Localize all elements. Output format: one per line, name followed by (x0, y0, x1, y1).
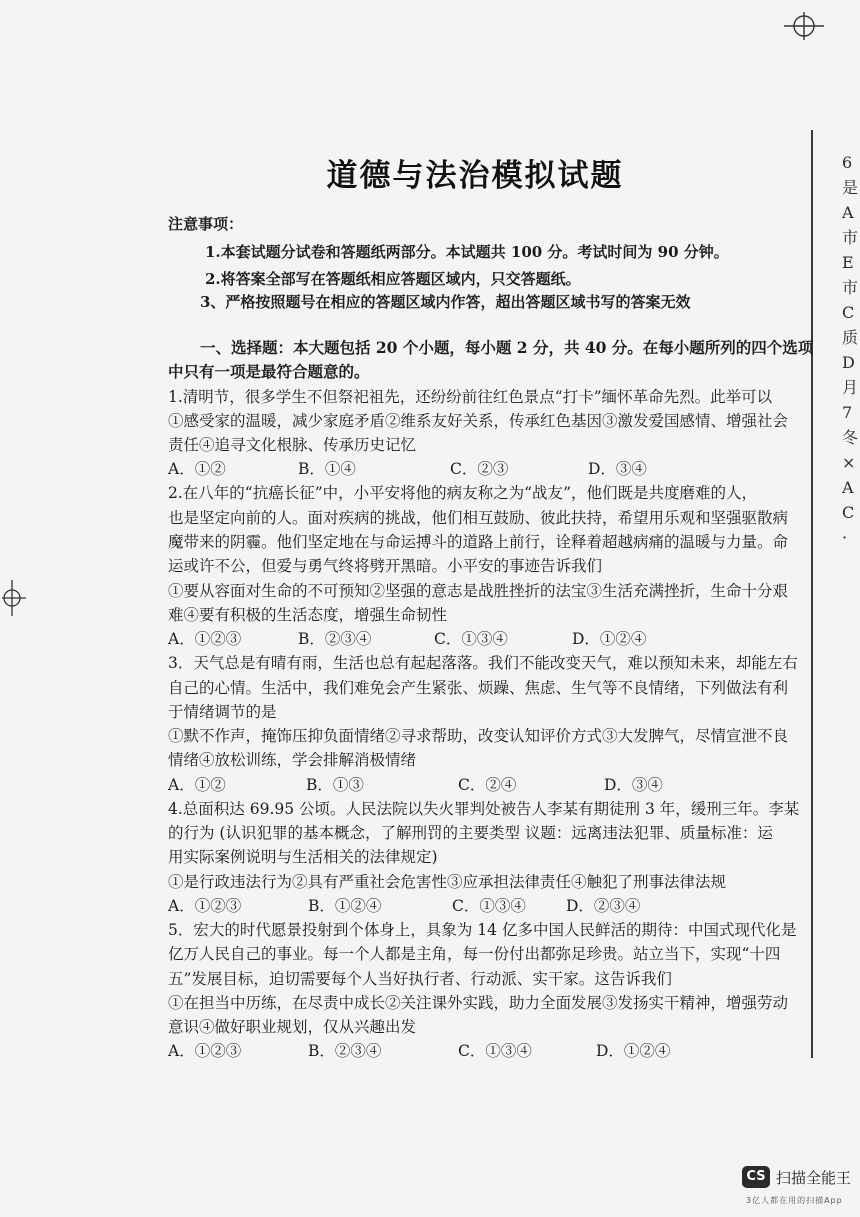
question-line: ①要从容面对生命的不可预知②坚强的意志是战胜挫折的法宝③生活充满挫折，生命十分艰 (168, 581, 789, 600)
bleed-char: 是 (842, 178, 859, 197)
option-b: B．①③ (306, 775, 364, 794)
scanner-tagline: 3亿人都在用的扫描App (746, 1196, 843, 1205)
bleed-char: 冬 (842, 428, 859, 447)
question-line: 责任④追寻文化根脉、传承历史记忆 (168, 436, 417, 455)
option-a: A．①②③ (168, 896, 242, 915)
question-line: 也是坚定向前的人。面对疾病的挑战，他们相互鼓励、彼此扶持，希望用乐观和坚强驱散病 (168, 508, 789, 527)
answer-options (168, 894, 788, 918)
option-c: C．①③④ (434, 630, 508, 649)
option-a: A．①② (168, 775, 226, 794)
margin-rule (811, 130, 813, 1058)
option-d: D．②③④ (566, 896, 641, 915)
question-line: 于情绪调节的是 (168, 702, 277, 721)
option-d: D．①②④ (596, 1042, 671, 1061)
bleed-char: A (842, 203, 854, 222)
option-c: C．②③ (450, 460, 509, 479)
registration-mark-icon (2, 578, 26, 618)
bleed-char: 质 (842, 328, 859, 347)
section-heading: 中只有一项是最符合题意的。 (168, 362, 370, 382)
answer-options (168, 773, 788, 797)
option-a: A．①②③ (168, 630, 242, 649)
option-b: B．①②④ (308, 896, 382, 915)
option-c: C．②④ (458, 775, 517, 794)
exam-body (168, 336, 814, 1063)
bleed-char: A (842, 478, 854, 497)
bleed-char: D (842, 353, 855, 372)
answer-options (168, 1039, 788, 1063)
question-line: 1.清明节，很多学生不但祭祀祖先，还纷纷前往红色景点“打卡”缅怀革命先烈。此举可以 (168, 387, 773, 406)
registration-mark-icon (784, 12, 824, 40)
option-d: D．③④ (588, 460, 647, 479)
scanner-logo-icon: CS (742, 1166, 770, 1188)
question-line: 五”发展目标，迫切需要每个人当好执行者、行动派、实干家。这告诉我们 (168, 969, 672, 988)
notice-heading: 注意事项： (168, 215, 244, 233)
question-line: 魔带来的阴霾。他们坚定地在与命运搏斗的道路上前行，诠释着超越病痛的温暖与力量。命 (168, 533, 789, 552)
question-line: ①感受家的温暖，减少家庭矛盾②维系友好关系，传承红色基因③激发爱国感情、增强社会 (168, 411, 789, 430)
notice-item: 2.将答案全部写在答题纸相应答题区域内，只交答题纸。 (205, 270, 581, 288)
section-heading: 一、选择题：本大题包括 20 个小题，每小题 2 分，共 40 分。在每小题所列的四个选项 (200, 338, 814, 357)
bleed-char: 月 (842, 378, 859, 397)
question-line: 意识④做好职业规划，仅从兴趣出发 (168, 1018, 417, 1037)
question-line: 4.总面积达 69.95 公顷。人民法院以失火罪判处被告人李某有期徒刑 3 年，缓刑三年。李某 (168, 799, 800, 818)
option-d: D．①②④ (572, 630, 647, 649)
bleed-char: C (842, 303, 855, 322)
page-title: 道德与法治模拟试题 (326, 158, 624, 194)
option-a: A．①② (168, 460, 226, 479)
question-line: 情绪④放松训练，学会排解消极情绪 (168, 751, 417, 770)
question-line: 亿万人民自己的事业。每一个人都是主角，每一份付出都弥足珍贵。站立当下，实现“十四 (168, 945, 781, 964)
question-line: 自己的心情。生活中，我们难免会产生紧张、烦躁、焦虑、生气等不良情绪，下列做法有利 (168, 678, 789, 697)
question-line: 的行为 (认识犯罪的基本概念，了解刑罚的主要类型 议题：远离违法犯罪、质量标准：运 (168, 824, 773, 843)
bleed-char: · (842, 528, 848, 547)
bleed-char: E (842, 253, 854, 272)
question-line: ①默不作声，掩饰压抑负面情绪②寻求帮助，改变认知评价方式③大发脾气，尽情宣泄不良 (168, 727, 789, 746)
question-line: 3．天气总是有晴有雨，生活也总有起起落落。我们不能改变天气，难以预知未来，却能左右 (168, 654, 798, 673)
question-line: 难④要有积极的生活态度，增强生命韧性 (168, 605, 448, 624)
bleed-char: 6 (842, 153, 853, 172)
notice-item: 1.本套试题分试卷和答题纸两部分。本试题共 100 分。考试时间为 90 分钟。 (205, 243, 729, 261)
bleed-char: C (842, 503, 855, 522)
bleed-char: 7 (842, 403, 853, 422)
question-line: ①在担当中历练，在尽责中成长②关注课外实践，助力全面发展③发扬实干精神，增强劳动 (168, 993, 789, 1012)
answer-options (168, 457, 788, 481)
option-c: C．①③④ (452, 896, 526, 915)
bleed-char: × (842, 453, 856, 472)
option-d: D．③④ (604, 775, 663, 794)
question-line: 5．宏大的时代愿景投射到个体身上，具象为 14 亿多中国人民鲜活的期待：中国式现代化是 (168, 920, 797, 939)
answer-options (168, 627, 788, 651)
option-a: A．①②③ (168, 1042, 242, 1061)
notice-item: 3、严格按照题号在相应的答题区域内作答，超出答题区域书写的答案无效 (200, 293, 691, 311)
question-line: ①是行政违法行为②具有严重社会危害性③应承担法律责任④触犯了刑事法律法规 (168, 872, 727, 891)
question-line: 2.在八年的“抗癌长征”中，小平安将他的病友称之为“战友”，他们既是共度磨难的人， (168, 484, 757, 503)
question-line: 用实际案例说明与生活相关的法律规定) (168, 848, 438, 867)
option-c: C．①③④ (458, 1042, 532, 1061)
option-b: B．②③④ (298, 630, 372, 649)
bleed-char: 市 (842, 228, 859, 247)
option-b: B．①④ (298, 460, 356, 479)
question-line: 运或许不公，但爱与勇气终将劈开黑暗。小平安的事迹告诉我们 (168, 557, 603, 576)
scanner-app-name: 扫描全能王 (776, 1169, 852, 1187)
adjacent-page-bleed (842, 150, 860, 550)
option-b: B．②③④ (308, 1042, 382, 1061)
bleed-char: 市 (842, 278, 859, 297)
